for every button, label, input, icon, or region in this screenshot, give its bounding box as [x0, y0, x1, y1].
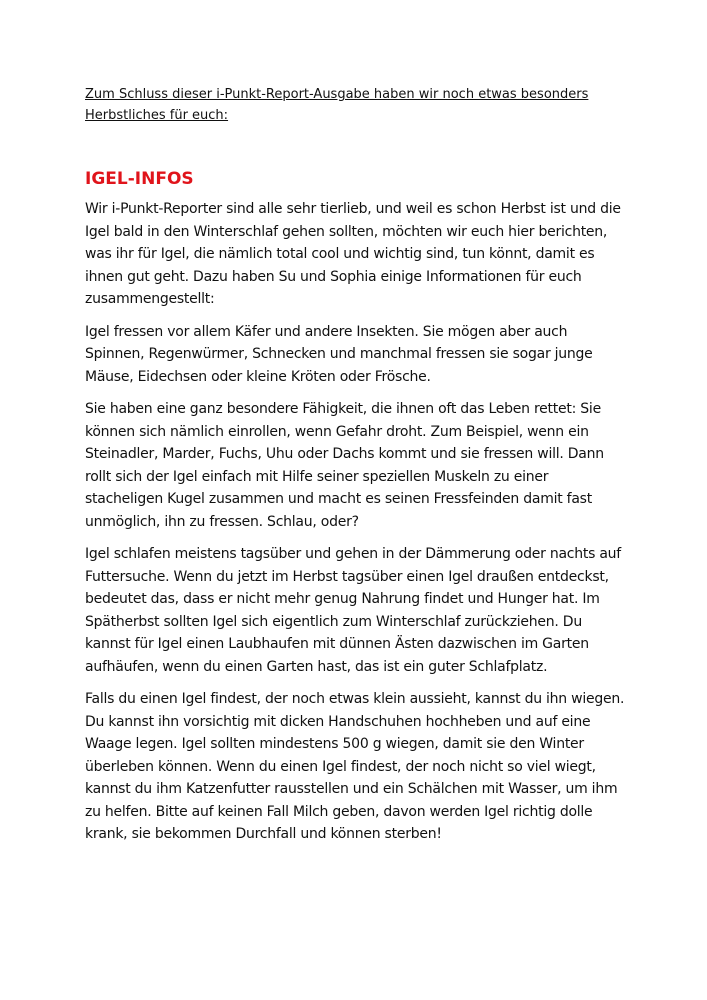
- paragraph-defense: Sie haben eine ganz besondere Fähigkeit, die ihnen oft das Leben rettet: Sie können sich nämlich einrollen, wenn Gefahr droht. Zum Beispiel, wenn ein Steinadler, Marder, Fuchs, Uhu oder Dachs kommt und sie fressen will. Dann rollt sich der Igel einfach mit Hilfe seiner speziellen Muskeln zu einer stacheligen Kugel zusammen und macht es seinen Fressfeinden damit fast unmöglich, ihn zu fressen. Schlau, oder?: [85, 401, 604, 530]
- intro-text: Zum Schluss dieser i-Punkt-Report-Ausgabe haben wir noch etwas besonders Herbstliches für euch:: [85, 87, 589, 123]
- paragraph-sleep: Igel schlafen meistens tagsüber und gehen in der Dämmerung oder nachts auf Futtersuche. Wenn du jetzt im Herbst tagsüber einen Igel draußen entdeckst, bedeutet das, dass er nicht mehr genug Nahrung findet und Hunger hat. Im Spätherbst sollten Igel sich eigentlich zum Winterschlaf zurückziehen. Du kannst für Igel einen Laubhaufen mit dünnen Ästen dazwischen im Garten aufhäufen, wenn du einen Garten hast, das ist ein guter Schlafplatz.: [85, 546, 621, 675]
- section-title: IGEL-INFOS: [85, 169, 194, 189]
- document-body: [85, 84, 630, 846]
- paragraph-intro: Wir i-Punkt-Reporter sind alle sehr tierlieb, und weil es schon Herbst ist und die Igel bald in den Winterschlaf gehen sollten, möchten wir euch hier berichten, was ihr für Igel, die nämlich total cool und wichtig sind, tun könnt, damit es ihnen gut geht. Dazu haben Su und Sophia einige Informationen für euch zusammengestellt:: [85, 201, 621, 307]
- paragraph-weight: Falls du einen Igel findest, der noch etwas klein aussieht, kannst du ihn wiegen. Du kannst ihn vorsichtig mit dicken Handschuhen hochheben und auf eine Waage legen. Igel sollten mindestens 500 g wiegen, damit sie den Winter überleben können. Wenn du einen Igel findest, der noch nicht so viel wiegt, kannst du ihm Katzenfutter rausstellen und ein Schälchen mit Wasser, um ihm zu helfen. Bitte auf keinen Fall Milch geben, davon werden Igel richtig dolle krank, sie bekommen Durchfall und können sterben!: [85, 691, 625, 842]
- paragraph-food: Igel fressen vor allem Käfer und andere Insekten. Sie mögen aber auch Spinnen, Regenwürmer, Schnecken und manchmal fressen sie sogar junge Mäuse, Eidechsen oder kleine Kröten oder Frösche.: [85, 323, 593, 385]
